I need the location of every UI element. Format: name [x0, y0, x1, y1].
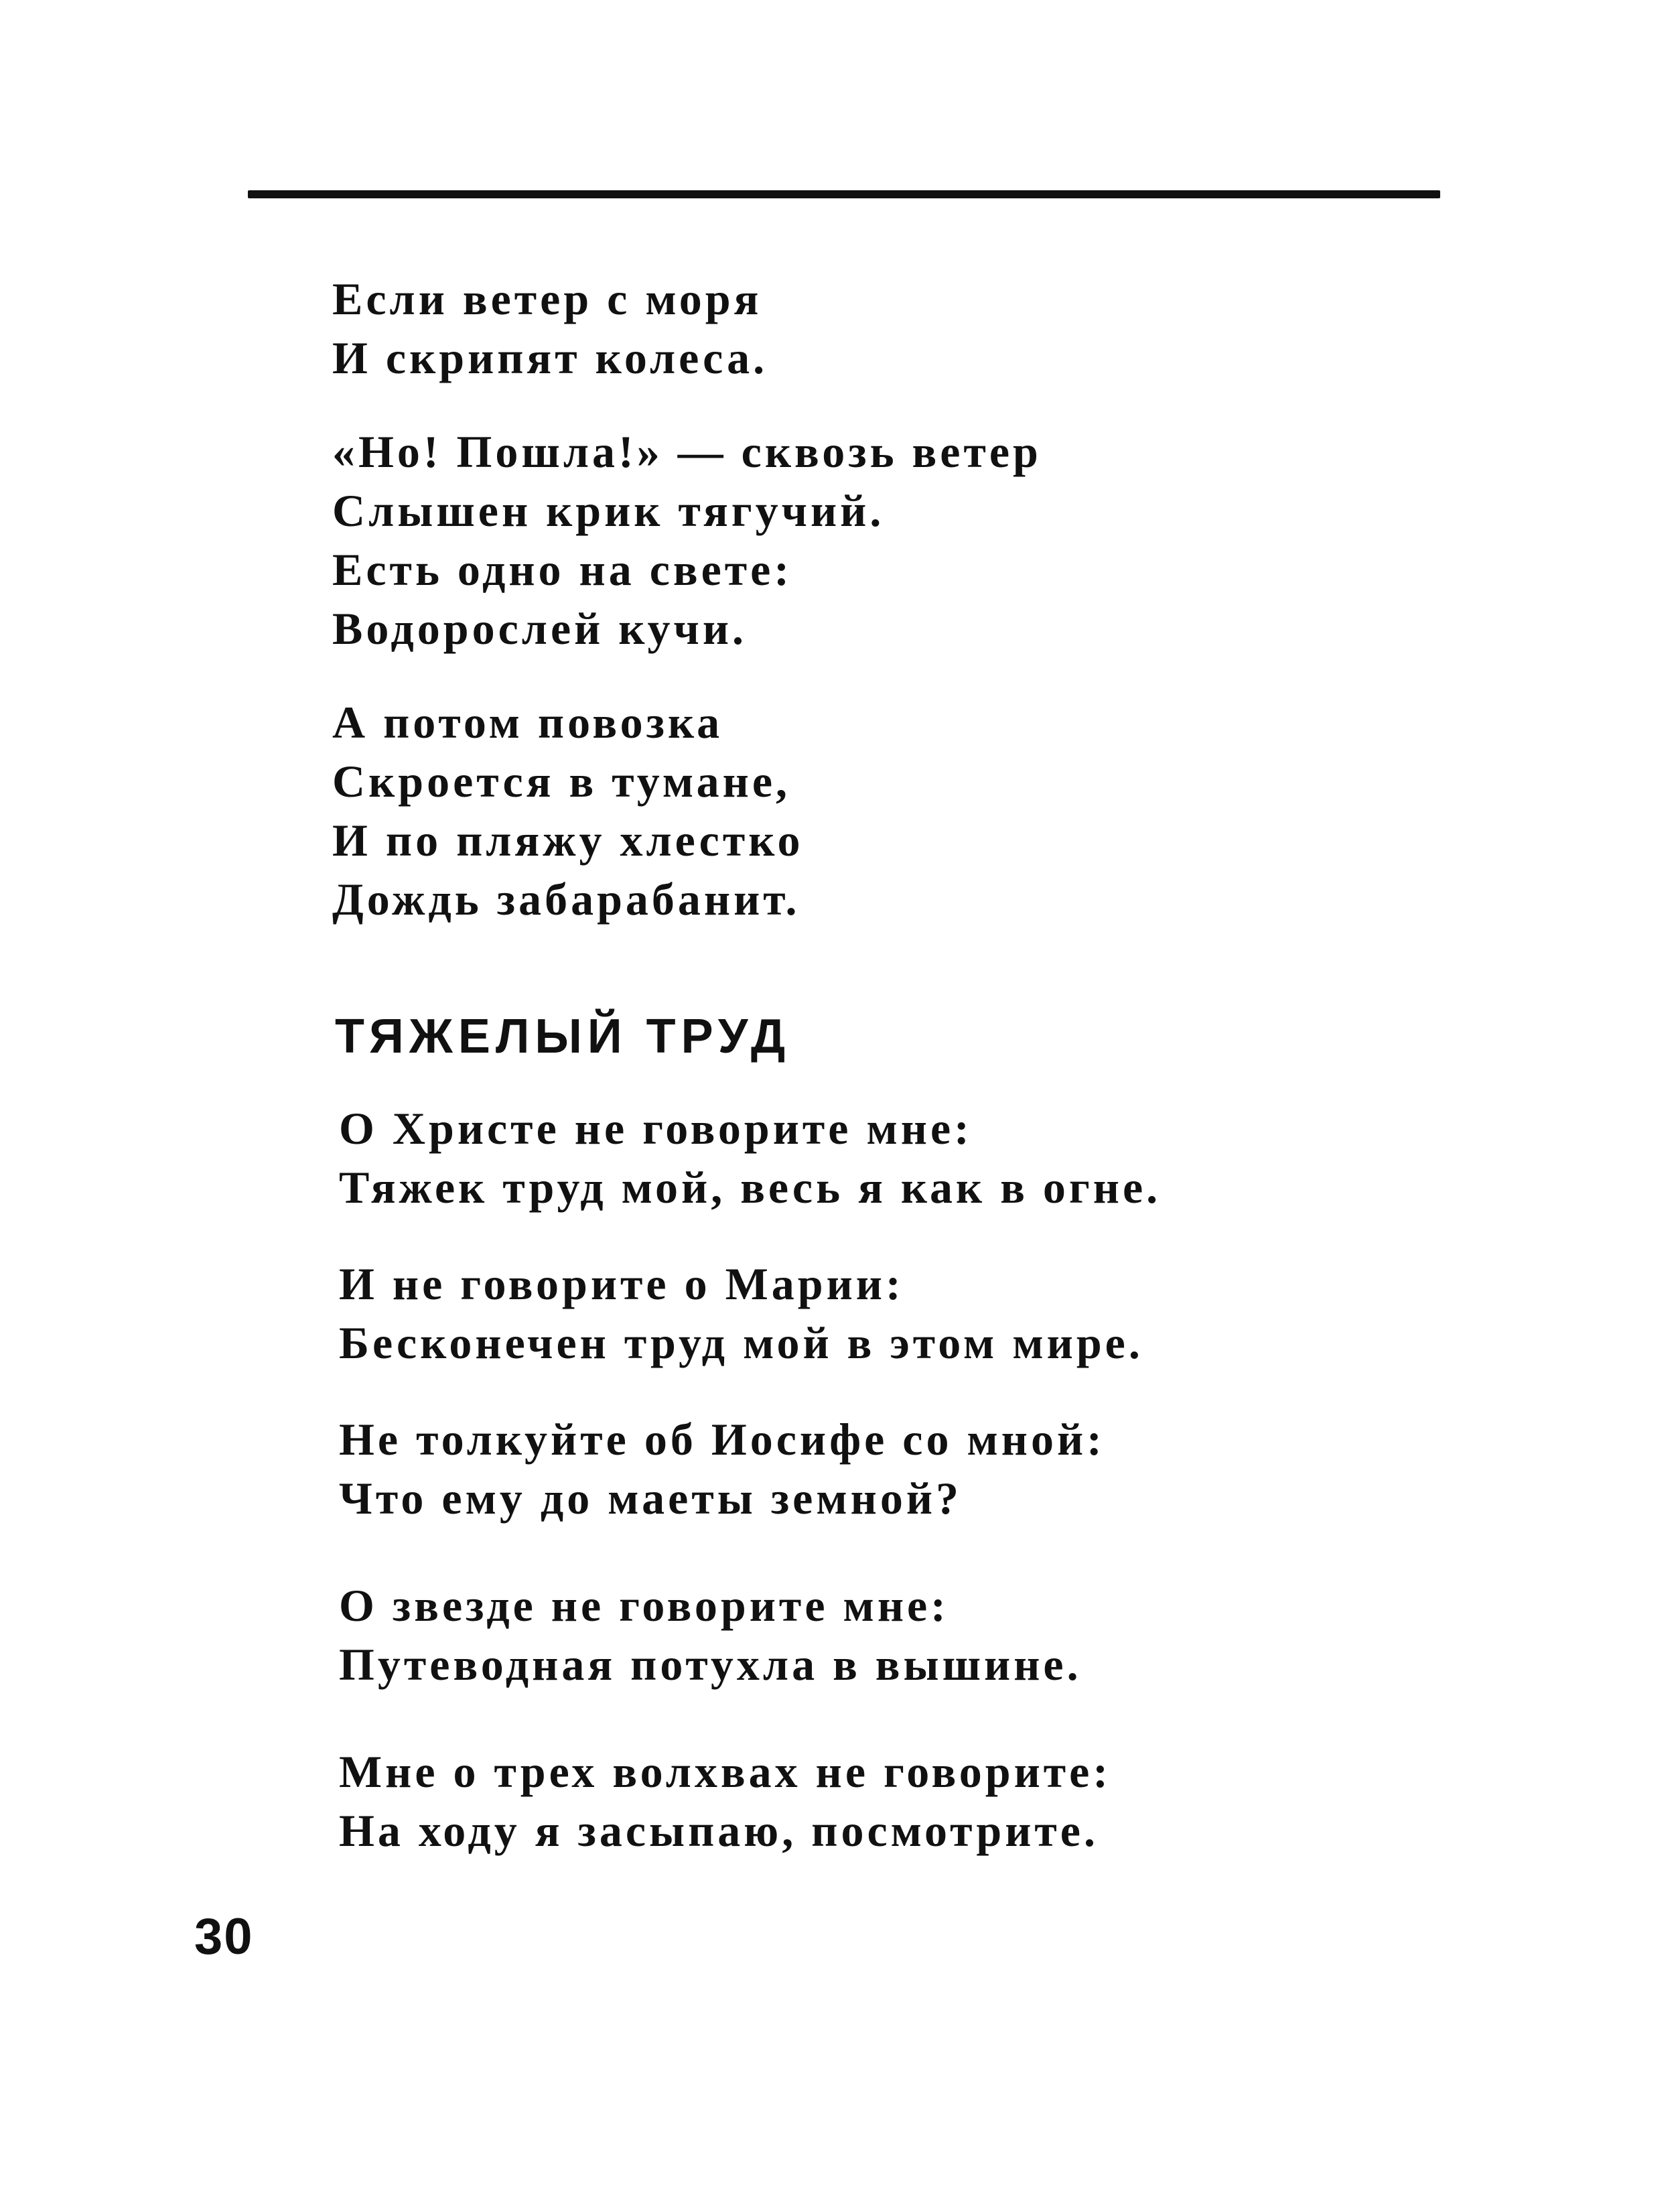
top-rule — [248, 190, 1440, 198]
poem-title: ТЯЖЕЛЫЙ ТРУД — [335, 1010, 791, 1063]
stanza — [339, 1576, 1478, 1694]
verse-line: Есть одно на свете: — [332, 544, 793, 595]
verse-line: И по пляжу хлестко — [332, 815, 804, 866]
verse-line: И не говорите о Марии: — [339, 1258, 904, 1309]
poem-continued — [332, 269, 1471, 929]
stanza — [332, 693, 1471, 929]
verse-line: О звезде не говорите мне: — [339, 1580, 949, 1631]
stanza — [339, 1254, 1478, 1372]
verse-line: На ходу я засыпаю, посмотрите. — [339, 1805, 1099, 1856]
stanza — [332, 269, 1471, 387]
verse-line: Водорослей кучи. — [332, 603, 748, 654]
stanza — [332, 422, 1471, 658]
verse-line: Слышен крик тягучий. — [332, 485, 885, 536]
verse-line: О Христе не говорите мне: — [339, 1103, 973, 1154]
stanza — [339, 1742, 1478, 1860]
verse-line: «Но! Пошла!» — сквозь ветер — [332, 426, 1042, 477]
verse-line: Если ветер с моря — [332, 273, 762, 324]
page-number: 30 — [194, 1908, 254, 1965]
verse-line: Мне о трех волхвах не говорите: — [339, 1746, 1111, 1797]
poem-second — [339, 1099, 1478, 1860]
verse-line: Не толкуйте об Иосифе со мной: — [339, 1414, 1105, 1465]
stanza — [339, 1410, 1478, 1528]
verse-line: А потом повозка — [332, 697, 723, 748]
verse-line: Что ему до маеты земной? — [339, 1473, 963, 1524]
verse-line: Бесконечен труд мой в этом мире. — [339, 1317, 1143, 1368]
stanza — [339, 1099, 1478, 1217]
verse-line: Скроется в тумане, — [332, 756, 791, 807]
verse-line: Дождь забарабанит. — [332, 874, 800, 925]
verse-line: Путеводная потухла в вышине. — [339, 1639, 1082, 1690]
verse-line: Тяжек труд мой, весь я как в огне. — [339, 1162, 1162, 1213]
verse-line: И скрипят колеса. — [332, 332, 768, 383]
